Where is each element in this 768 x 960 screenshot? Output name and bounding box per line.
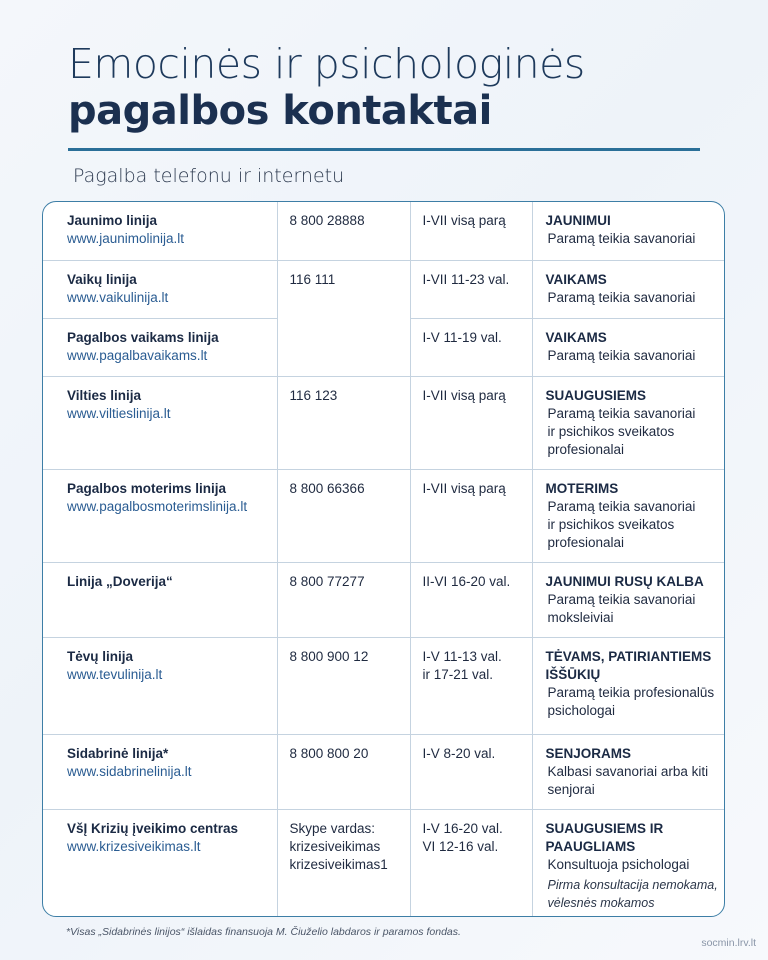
contact-name: Pagalbos vaikams linija <box>67 329 219 345</box>
contact-cell <box>43 809 277 917</box>
page-title-line2: pagalbos kontaktai <box>68 88 492 134</box>
hours-cell <box>410 734 532 809</box>
hours-cell <box>410 260 532 318</box>
support-description: psichologai <box>547 702 616 718</box>
pricing-note: vėlesnės mokamos <box>547 895 655 910</box>
footnote: *Visas „Sidabrinės linijos“ išlaidas finansuoja M. Čiuželio labdaros ir paramos fondas. <box>66 926 461 938</box>
phone-cell <box>277 734 410 809</box>
table-row <box>43 562 725 637</box>
hours: I-VII 11-23 val. <box>422 271 510 287</box>
hours-cell <box>410 202 532 260</box>
audience-cell <box>532 469 725 562</box>
phone-number[interactable]: 116 123 <box>289 387 338 403</box>
source-credit: socmin.lrv.lt <box>701 937 756 949</box>
contact-cell <box>43 562 277 637</box>
phone-cell <box>277 260 410 376</box>
contact-name: Linija „Doverija“ <box>67 573 173 589</box>
support-description: Paramą teikia savanoriai <box>547 405 696 421</box>
support-description: Paramą teikia savanoriai <box>547 591 696 607</box>
audience-cell <box>532 637 725 734</box>
contact-link[interactable]: www.tevulinija.lt <box>67 666 163 682</box>
hours-cell <box>410 637 532 734</box>
support-description: Paramą teikia savanoriai <box>547 289 696 305</box>
contact-link[interactable]: www.viltieslinija.lt <box>67 405 171 421</box>
contact-name: Pagalbos moterims linija <box>67 480 227 496</box>
phone-number[interactable]: 8 800 77277 <box>289 573 365 589</box>
audience-cell <box>532 318 725 376</box>
audience: PAAUGLIAMS <box>545 838 636 854</box>
skype-name[interactable]: krizesiveikimas <box>289 838 381 854</box>
audience-cell <box>532 809 725 917</box>
audience: VAIKAMS <box>545 329 607 345</box>
table-row <box>43 734 725 809</box>
support-description: Konsultuoja psichologai <box>547 856 690 872</box>
hours-cell <box>410 376 532 469</box>
audience-cell <box>532 202 725 260</box>
audience: MOTERIMS <box>545 480 619 496</box>
support-description: Kalbasi savanoriai arba kiti <box>547 763 709 779</box>
contact-cell <box>43 469 277 562</box>
hours-cell <box>410 809 532 917</box>
contact-cell <box>43 318 277 376</box>
hours: I-V 8-20 val. <box>422 745 496 761</box>
support-description: profesionalai <box>547 534 625 550</box>
audience-cell <box>532 260 725 318</box>
contact-name: VšĮ Krizių įveikimo centras <box>67 820 239 836</box>
audience: IŠŠŪKIŲ <box>545 666 601 682</box>
hours-cell <box>410 562 532 637</box>
contact-name: Sidabrinė linija* <box>67 745 169 761</box>
audience: VAIKAMS <box>545 271 607 287</box>
hours-cell <box>410 318 532 376</box>
support-description: senjorai <box>547 781 595 797</box>
table-row <box>43 809 725 917</box>
audience: SUAUGUSIEMS IR <box>545 820 664 836</box>
hours: I-V 16-20 val. <box>422 820 503 836</box>
phone-cell <box>277 562 410 637</box>
contact-cell <box>43 202 277 260</box>
support-description: profesionalai <box>547 441 625 457</box>
support-description: ir psichikos sveikatos <box>547 516 675 532</box>
title-divider <box>68 148 700 151</box>
phone-number[interactable]: 116 111 <box>289 271 336 287</box>
audience-cell <box>532 376 725 469</box>
contact-link[interactable]: www.sidabrinelinija.lt <box>67 763 192 779</box>
audience-cell <box>532 562 725 637</box>
contacts-table <box>42 201 725 917</box>
support-description: ir psichikos sveikatos <box>547 423 675 439</box>
phone-number[interactable]: 8 800 66366 <box>289 480 365 496</box>
contact-name: Jaunimo linija <box>67 213 158 228</box>
contact-link[interactable]: www.pagalbavaikams.lt <box>67 347 208 363</box>
audience: SENJORAMS <box>545 745 632 761</box>
pricing-note: Pirma konsultacija nemokama, <box>547 877 718 892</box>
support-description: Paramą teikia profesionalūs <box>547 684 715 700</box>
hours: II-VI 16-20 val. <box>422 573 511 589</box>
hours: VI 12-16 val. <box>422 838 499 854</box>
contact-link[interactable]: www.jaunimolinija.lt <box>67 231 185 246</box>
contact-link[interactable]: www.krizesiveikimas.lt <box>67 838 201 854</box>
audience: JAUNIMUI RUSŲ KALBA <box>545 573 704 589</box>
phone-cell <box>277 809 410 917</box>
page-title-line1: Emocinės ir psichologinės <box>68 40 585 88</box>
table-row <box>43 469 725 562</box>
hours: ir 17-21 val. <box>422 666 494 682</box>
phone-number[interactable]: 8 800 28888 <box>289 213 365 228</box>
hours-cell <box>410 469 532 562</box>
audience: SUAUGUSIEMS <box>545 387 647 403</box>
contact-name: Vaikų linija <box>67 271 137 287</box>
table-row <box>43 376 725 469</box>
skype-name[interactable]: krizesiveikimas1 <box>289 856 388 872</box>
support-description: moksleiviai <box>547 609 614 625</box>
hours: I-VII visą parą <box>422 213 506 228</box>
phone-cell <box>277 469 410 562</box>
support-description: Paramą teikia savanoriai <box>547 347 696 363</box>
section-subtitle: Pagalba telefonu ir internetu <box>73 165 345 187</box>
hours: I-VII visą parą <box>422 387 506 403</box>
table-row <box>43 637 725 734</box>
table-row <box>43 202 725 260</box>
phone-number[interactable]: 8 800 900 12 <box>289 648 369 664</box>
phone-number[interactable]: 8 800 800 20 <box>289 745 369 761</box>
phone-cell <box>277 202 410 260</box>
contact-name: Vilties linija <box>67 387 142 403</box>
contact-name: Tėvų linija <box>67 648 134 664</box>
phone-cell <box>277 376 410 469</box>
contact-link[interactable]: www.pagalbosmoterimslinija.lt <box>67 498 248 514</box>
support-description: Paramą teikia savanoriai <box>547 498 696 514</box>
table-row <box>43 260 725 318</box>
skype-label: Skype vardas: <box>289 820 376 836</box>
audience: TĖVAMS, PATIRIANTIEMS <box>545 648 712 664</box>
hours: I-V 11-19 val. <box>422 329 502 345</box>
phone-cell <box>277 637 410 734</box>
contact-cell <box>43 734 277 809</box>
hours: I-V 11-13 val. <box>422 648 502 664</box>
audience: JAUNIMUI <box>545 213 611 228</box>
hours: I-VII visą parą <box>422 480 506 496</box>
contact-link[interactable]: www.vaikulinija.lt <box>67 289 169 305</box>
contact-cell <box>43 260 277 318</box>
contact-cell <box>43 376 277 469</box>
support-description: Paramą teikia savanoriai <box>547 231 696 246</box>
contact-cell <box>43 637 277 734</box>
audience-cell <box>532 734 725 809</box>
